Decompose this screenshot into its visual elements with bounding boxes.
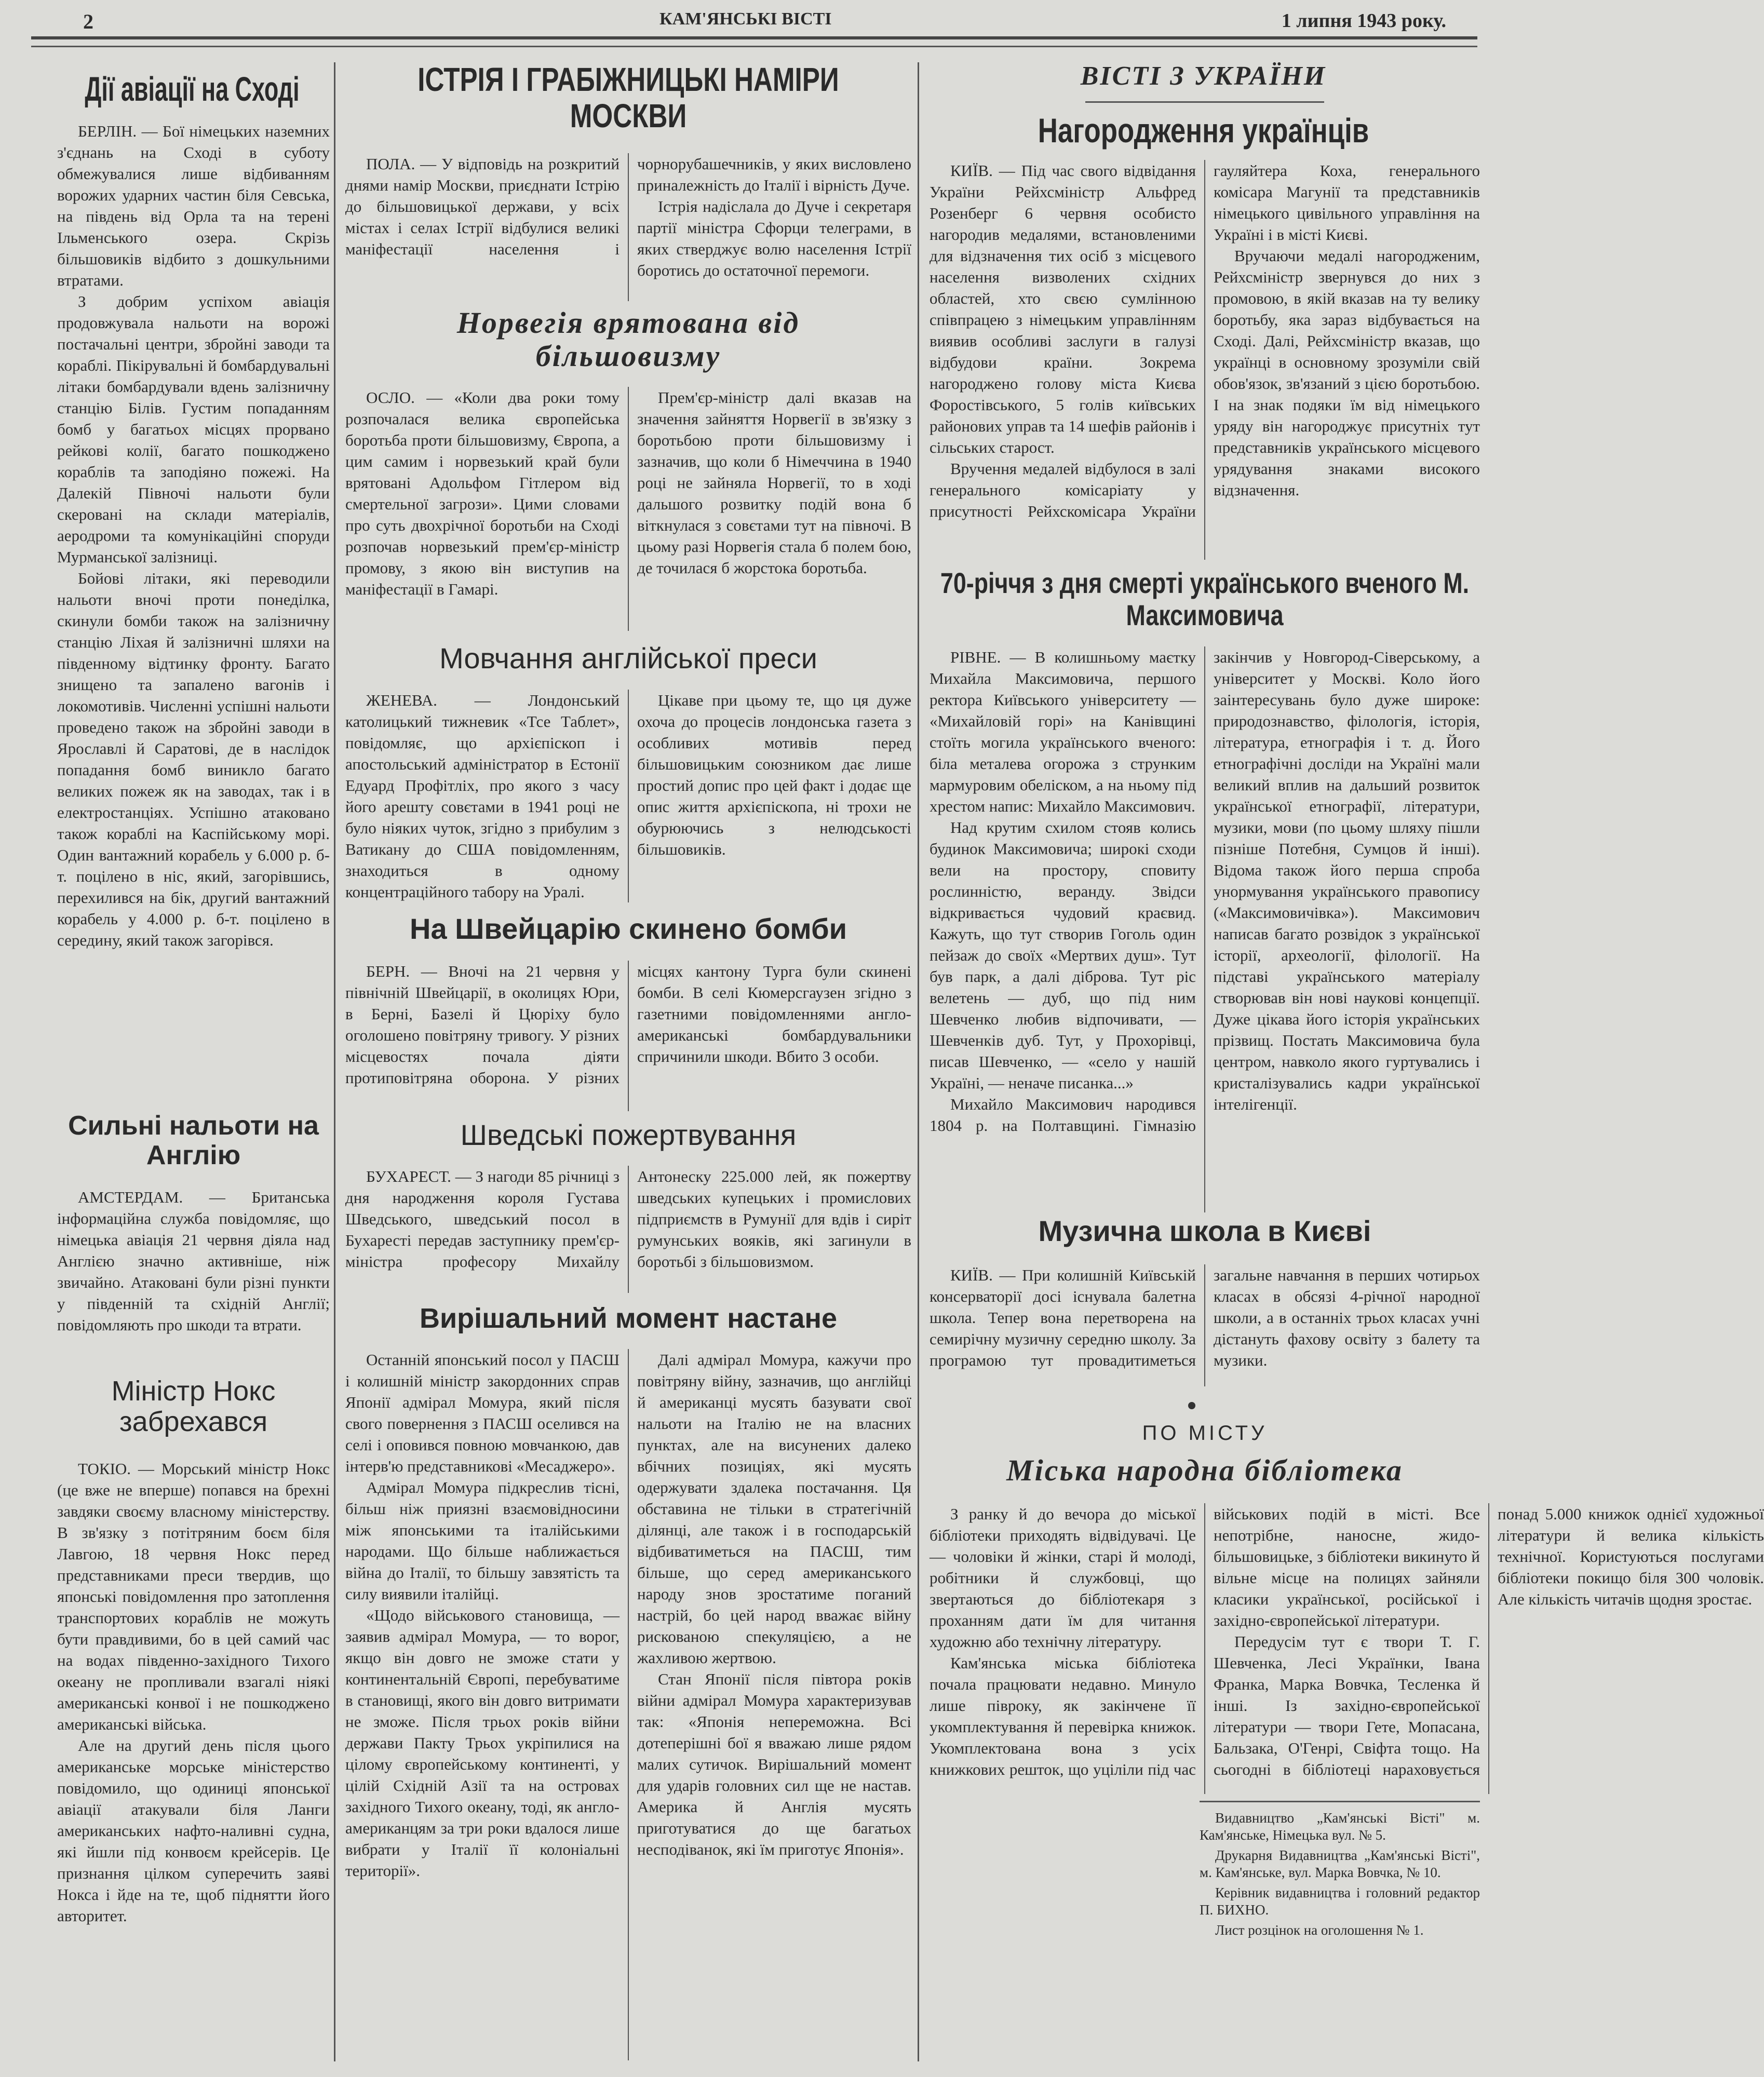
paragraph: Вручаючи медалі нагородженим, Рейхсміністр звернувся до них з промовою, в якій вказав на ту велику боротьбу, яка зараз відбувається на Сході. Далі, Рейхсміністр вказав, що українці в основному зрозуміли свій обов'язок, зв'язаний з цією боротьбою. І на знак подяки їм від німецького уряду він нагороджує присутніх тут представників українського місцевого урядування знаками високого відзначення. bbox=[1214, 247, 1480, 499]
headline: Мовчання англійської преси bbox=[439, 642, 817, 675]
paragraph: КИЇВ. — При колишній Київській консерваторії досі існувала балетна школа. Тепер вона перетворена на семирічну музичну середню школу. За програмою тут провадитиметься загальне навчання в перших чотирьох класах в обсязі 4-річної народної школи, а в останніх трьох класах учні дістануть фахову освіту з балету та музики. bbox=[930, 1266, 1480, 1369]
paragraph: ОСЛО. — «Коли два роки тому розпочалася велика європейська боротьба проти більшовизму, Європа, а цим самим і норвезький край були врятовані Адольфом Гітлером від смертельної загрози». Цими словами про суть двохрічної боротьби на Сході розпочав норвезький прем'єр-міністр промову, з якою він виступив на маніфестації в Гамарі. bbox=[345, 388, 620, 598]
headline: 70-річчя з дня смерті українського вченого М. Максимовича bbox=[940, 567, 1470, 631]
page-number: 2 bbox=[83, 10, 93, 33]
paragraph: «Щодо військового становища, — заявив адмірал Момура, — то ворог, якщо він довго не зможе стати у континентальній Європі, перебуватиме в становищі, якого він довго витримати не зможе. Після трьох років війни держави Пакту Трьох укріпилися на цілому європейському континенті, у цілій Східній Азії та на островах західного Тихого океану, тоді, як англо-американцям за три роки вдалося лише вибрати у Італії її колоніальні території». bbox=[345, 1606, 620, 1880]
paragraph: З ранку й до вечора до міської бібліотеки приходять відвідувачі. Це — чоловіки й жінки, старі й молоді, робітники й службовці, що звертаються до бібліотекаря з проханням дати їм для читання художню або технічну літературу. bbox=[930, 1505, 1196, 1651]
headline: Дії авіації на Сході bbox=[85, 70, 300, 108]
article-body bbox=[345, 961, 911, 1111]
paragraph: БЕРН. — Вночі на 21 червня у північній Швейцарії, в околицях Юри, в Берні, Базелі й Цюріху було оголошено повітряну тривогу. У різних місцевостях почала діяти протиповітряна оборона. У різних місцях кантону Турга були скинені бомби. В селі Кюмерсгаузен згідно з газетними повідомленнями англо-американські бомбардувальники спричинили шкоди. Вбито 3 особи. bbox=[345, 962, 911, 1087]
headline: Нагородження українців bbox=[1038, 111, 1369, 150]
editor-info: Керівник видавництва і головний редактор П. БИХНО. bbox=[1200, 1885, 1480, 1918]
column-divider bbox=[334, 62, 335, 2061]
article-body bbox=[345, 1166, 911, 1293]
headline: На Швейцарію скинено бомби bbox=[410, 912, 847, 945]
article-body bbox=[930, 1264, 1480, 1386]
paragraph: Адмірал Момура підкреслив тісні, більш ніж приязні взаємовідносини між японськими та італійськими народами. Що більше наближається війна до Італії, то більшу завзятість та силу виявили італійці. bbox=[345, 1478, 620, 1603]
headline: Вирішальний момент настане bbox=[419, 1303, 838, 1334]
paragraph: ПОЛА. — У відповідь на розкритий днями намір Москви, приєднати Істрію до більшовицької держави, у всіх містах і селах Істрії відбулися великі маніфестації населення і чорнорубашечників, у яких висловлено приналежність до Італії і вірність Дуче. bbox=[345, 155, 911, 258]
printer-info: Друкарня Видавництва „Кам'янські Вісті", м. Кам'янське, вул. Марка Вовчка, № 10. bbox=[1200, 1847, 1480, 1880]
article-body bbox=[345, 153, 911, 301]
imprint-rule bbox=[1200, 1801, 1480, 1802]
publisher-info: Видавництво „Кам'янські Вісті" м. Кам'янське, Німецька вул. № 5. bbox=[1200, 1810, 1480, 1843]
headline: Шведські пожертвування bbox=[460, 1118, 797, 1151]
paragraph: Істрія надіслала до Дуче і секретаря партії міністра Сфорци телеграми, в яких стверджує волю населення Істрії боротись до остаточної перемоги. bbox=[637, 197, 911, 279]
article-body bbox=[345, 387, 911, 631]
newspaper-title: КАМ'ЯНСЬКІ ВІСТІ bbox=[659, 9, 832, 29]
section-title: ВІСТІ З УКРАЇНИ bbox=[1080, 61, 1327, 91]
paragraph: БЕРЛІН. — Бої німецьких наземних з'єднань на Сході в суботу обмежувалися лише відбиванням ворожих ударних частин біля Севська, на південь від Орла та на терені Ільменського озера. Скрізь більшовиків відбито з дошкульними втратами. bbox=[57, 122, 330, 289]
paragraph: Бойові літаки, які переводили нальоти вночі проти понеділка, скинули бомби також на залізничну станцію Ліхая й залізничні шляхи на південному відтинку фронту. Багато знищено та запалено вагонів і локомотивів. Численні успішні нальоти проведено також на збройні заводи в Ярославлі й Саратові, де в наслідок попадання бомб виникло багато великих пожеж як на заводах, так і в електростанціях. Успішно атаковано також кораблі на Каспійському морі. Один вантажний корабель у 6.000 р. б-т. поцілено в ніс, який, загорівшись, перехилився на бік, другий вантажний корабель у 4.000 р. б-т. поцілено в середину, який також загорівся. bbox=[57, 569, 330, 949]
paragraph: ТОКІО. — Морський міністр Нокс (це вже не вперше) попався на брехні завдяки своєму власному міністерству. В зв'язку з потітряним боєм біля Лавгою, 18 червня Нокс перед представниками преси твердив, що японські повідомлення про затоплення транспортових кораблів не можуть бути правдивими, бо в цей самий час на водах південно-західного Тихого океану не пропливали взагалі ніякі американські конвої і не пошкоджено американські війська. bbox=[57, 1460, 330, 1733]
paragraph: КИЇВ. — Під час свого відвідання України Рейхсміністр Альфред Розенберг 6 червня особисто нагородив медалями, встановленими для відзначення тих осіб з місцевого населення визволених східних областей, хто свєю сумлінною співпрацею з німецьким управлінням виявив особливі заслуги в галузі відбудови країни. Зокрема нагороджено голову міста Києва Форостівського, 5 голів київських районових управ та 14 шефів районів і сільських старост. bbox=[930, 161, 1196, 456]
paragraph: Далі адмірал Момура, кажучи про повітряну війну, зазначив, що англійці й американці мусять базувати свої нальоти на Італію не на власних пунктах, але на висунених далеко вбічних позиціях, які мусять одержувати здалека постачання. Ця обставина не тільки в стратегічній ділянці, але також і в господарській відбиватиметься на ПАСШ, тим більше, що серед американського народу знов зростатиме поганий настрій, бо цей народ вважає війну рискованою спекуляцією, а не жахливою жертвою. bbox=[637, 1351, 911, 1667]
article-body bbox=[57, 120, 330, 1102]
headline: Музична школа в Києві bbox=[1038, 1215, 1371, 1247]
paragraph: Кам'янська міська бібліотека почала працювати недавно. Минуло лише півроку, як закінчене її укомплектування й перевірка книжок. Укомплектована вона з усіх книжкових решток, що уціліли під час військових подій в місті. Все непотрібне, наносне, жидо-більшовицьке, з бібліотеки викинуто й вільне місце на полицях зайняли класики української, російської і західно-європейської літератури. bbox=[930, 1505, 1480, 1778]
paragraph: БУХАРЕСТ. — З нагоди 85 річниці з дня народження короля Густава Шведського, шведський посол в Бухаресті передав заступнику прем'єр-міністра професору Михайлу Антонеску 225.000 лей, як пожертву шведських купецьких і промислових підприємств в Румунії для вдів і сиріт румунських вояків, які загинули в боротьбі з більшовизмом. bbox=[345, 1167, 911, 1271]
paragraph: РІВНЕ. — В колишньому маєтку Михайла Максимовича, першого ректора Київського університету — «Михайловій горі» на Канівщині стоїть могила українського вченого: біла металева огорожа з струнким мармуровим обеліском, а на ньому під хрестом напис: Михайло Максимович. bbox=[930, 648, 1196, 815]
article-body bbox=[57, 1186, 330, 1371]
paragraph: АМСТЕРДАМ. — Британська інформаційна служба повідомляє, що німецька авіація 21 червня діяла над Англією значно активніше, ніж звичайно. Атакованi були різні пункти у південній та східній Англії; повідомляють про шкоди та втрати. bbox=[57, 1188, 330, 1334]
article-body bbox=[930, 646, 1480, 1212]
paragraph: Стан Японії після півтора років війни адмірал Момура характеризував так: «Японія непереможна. Всі дотеперішні бої я вважаю лише рядом малих сутичок. Вирішальний момент для ударів головних сил ще не настав. Америка й Англія мусять приготуватися до ще багатьох несподіванок, які їм приготує Японія». bbox=[637, 1670, 911, 1858]
paragraph: Останній японський посол у ПАСШ і колишній міністр закордонних справ Японії адмірал Момура, який після свого повернення з ПАСШ оселився на селі і оповився повною мовчанкою, дав інтерв'ю представникові «Месаджеро». bbox=[345, 1351, 620, 1475]
headline: Міська народна бібліотека bbox=[1006, 1453, 1403, 1487]
paragraph: Цікаве при цьому те, що ця дуже охоча до процесів лондонська газета з особливих мотивів перед більшовицьким союзником дає лише простий допис про цей факт і додає ще опис життя архієпіскопа, ні трохи не обурюючись з нелюдськості більшовиків. bbox=[637, 691, 911, 858]
section-rule bbox=[1085, 101, 1324, 103]
paragraph: З добрим успіхом авіація продовжувала нальоти на ворожі постачальні центри, збройні заводи та кораблі. Пікірувальні й бомбардувальні літаки бомбардували вдень залізничну станцію Білів. Густим попаданням бомб у багатьох місцях прорвано рейкові колії, багато пошкоджено кораблів та заподіяно пожежі. На Далекій Півночі нальоти були скеровані на склади матеріалів, аеродроми та комунікаційні споруди Мурманської залізниці. bbox=[57, 292, 330, 566]
paragraph: Але на другий день після цього американське морське міністерство повідомило, що одиниці японської авіації атакували біля Ланги американських нафто-наливні судна, які йшли під конвоєм крейсерів. Це признання цілком суперечить заяві Нокса і йде на те, щоб піднятти його авторитет. bbox=[57, 1736, 330, 1925]
paragraph: Передусім тут є твори Т. Г. Шевченка, Лесі Українки, Івана Франка, Марка Вовчка, Тесленка й інші. Із західно-європейської літератури — твори Гете, Мопасана, Бальзака, О'Генрі, Свіфта тощо. На сьогодні в бібліотеці нараховується понад 5.000 книжок однієї художньої літератури й велика кількість технічної. Користуються послугами бібліотеки покищо біля 300 чоловік. Але кількість читачів щодня зростає. bbox=[1214, 1505, 1764, 1778]
paragraph: Прем'єр-міністр далі вказав на значення зайняття Норвегії в зв'язку з боротьбою проти більшовизму і зазначив, що коли б Німеччина в 1940 році не зайняла Норвегії, то в ході дальшого розвитку подій вона б віткнулася з совєтами тут на півночі. В цьому разі Норвегія стала б полем бою, де точилася б жорстока боротьба. bbox=[637, 388, 911, 577]
article-body bbox=[930, 1503, 1764, 1794]
ad-rates-info: Лист розцінок на оголошення № 1. bbox=[1215, 1922, 1424, 1938]
column-divider bbox=[918, 62, 919, 2061]
paragraph: ЖЕНЕВА. — Лондонський католицький тижневик «Тсе Таблет», повідомляє, що архієпіскоп і апостольський адміністратор в Естонії Едуард Профітліх, про якого з часу його арешту совєтами в 1941 році не було ніяких чуток, згідно з прибулим з Ватикану до США повідомленням, знаходиться в одному концентраційного табору на Уралі. bbox=[345, 691, 620, 901]
article-body bbox=[345, 1349, 911, 2060]
headline: Сильні нальоти на Англію bbox=[68, 1111, 319, 1171]
issue-date: 1 липня 1943 року. bbox=[1281, 10, 1446, 32]
paragraph: Над крутим схилом стояв колись будинок Максимовича; широкі сходи вели на простору, сповиту рослинністю, веранду. Звідси відкривається чудовий краєвид. Кажуть, що тут створив Гоголь один пейзаж до своїх «Мертвих душ». Тут був парк, а далі діброва. Тут ріс велетень — дуб, що під ним Шевченко любив відпочивати, — Шевченків дуб. Тут, у Прохорівці, писав Шевченко, — «село у нашій Україні, — неначе писанка...» bbox=[930, 818, 1196, 1092]
article-body bbox=[57, 1458, 330, 2060]
section-title: ПО МІСТУ bbox=[1142, 1422, 1268, 1445]
headline: Міністр Нокс забрехався bbox=[111, 1375, 276, 1438]
divider-dot bbox=[1188, 1402, 1195, 1409]
paragraph: Вручення медалей відбулося в залі генерального комісаріату у присутності Рейхскомісара України гауляйтера Коха, генерального комісара Магунії та представників німецького цивільного управління на Україні і в місті Києві. bbox=[930, 161, 1480, 520]
article-body bbox=[930, 160, 1480, 560]
paragraph: Михайло Максимович народився 1804 р. на Полтавщині. Гімназію закінчив у Новгород-Сіверському, а університет у Москві. Коло його заінтересувань було дуже широке: природознавство, філологія, історія, література, етнографія і т. д. Його етнографічні досліди на Україні мали великий вплив на дальший розвиток української етнографії, літератури, музики, мови (по цьому шляху пішли пізніше Потебня, Сумцов й інші). Відома також його перша спроба унормування українського правопису («Максимовичівка»). Максимович написав багато розвідок з української історії, археології, філології. На підставі українського матеріалу створював він нові наукові концепції. Дуже цікава його історія українських прізвищ. Постать Максимовича була центром, навколо якого гуртувались і кристалізувались кадри української інтелігенції. bbox=[930, 648, 1480, 1135]
header-rule bbox=[31, 36, 1477, 47]
imprint bbox=[1200, 1810, 1480, 2059]
headline: Норвегія врятована від більшовизму bbox=[456, 306, 800, 373]
article-body bbox=[345, 690, 911, 902]
headline: ІСТРІЯ І ГРАБІЖНИЦЬКІ НАМІРИ МОСКВИ bbox=[418, 61, 839, 135]
